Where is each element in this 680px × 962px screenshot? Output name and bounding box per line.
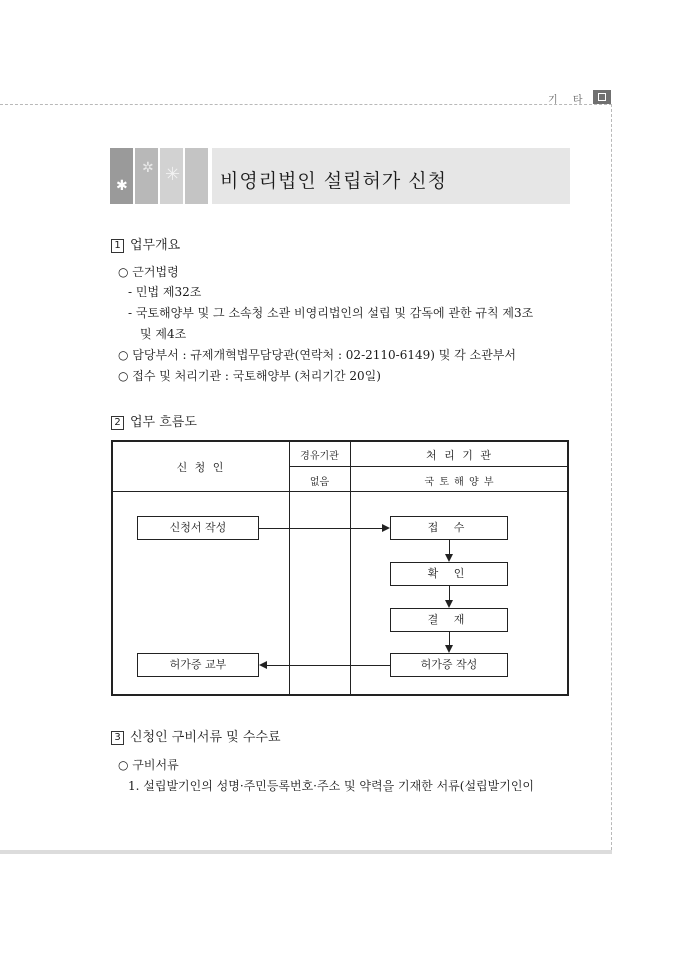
section-title: 신청인 구비서류 및 수수료 xyxy=(130,730,281,745)
right-dashed-rule xyxy=(611,104,612,850)
basis-line: - 국토해양부 및 그 소속청 소관 비영리법인의 설립 및 감독에 관한 규칙 제3조 xyxy=(128,306,534,320)
circle-bullet-icon: ○ xyxy=(118,265,133,279)
header-divider xyxy=(289,466,569,467)
decor-panel xyxy=(135,148,158,204)
flower-icon: ✱ xyxy=(116,178,128,194)
header-square-icon xyxy=(593,90,611,104)
processor-value: 국 토 해 양 부 xyxy=(424,477,495,488)
agency-line: ○ 접수 및 처리기관 : 국토해양부 (처리기간 20일) xyxy=(118,369,381,383)
col-via: 경유기관 xyxy=(300,451,339,462)
box-permit-make: 허가증 작성 xyxy=(390,653,508,677)
decor-panel xyxy=(185,148,208,204)
section-heading-overview xyxy=(111,234,180,253)
top-dashed-rule xyxy=(0,104,612,105)
arrow-left-icon xyxy=(259,661,267,669)
arrow-line xyxy=(259,528,382,529)
decor-panel xyxy=(160,148,183,204)
section-title: 업무개요 xyxy=(130,238,181,253)
arrow-down-icon xyxy=(445,554,453,562)
dept-line: ○ 담당부서 : 규제개혁법무담당관(연락처 : 02-2110-6149) 및 각 소관부서 xyxy=(118,348,516,362)
box-application: 신청서 작성 xyxy=(137,516,259,540)
running-header: 기 타 xyxy=(548,95,589,106)
section-number: 2 xyxy=(111,416,124,430)
decor-panel xyxy=(110,148,133,204)
section-title: 업무 흐름도 xyxy=(130,415,197,430)
basis-heading: ○ 근거법령 xyxy=(118,265,179,279)
arrow-line xyxy=(449,632,450,645)
page-title: 비영리법인 설립허가 신청 xyxy=(220,170,447,192)
section-number: 1 xyxy=(111,239,124,253)
header-bottom-rule xyxy=(113,491,569,492)
circle-bullet-icon: ○ xyxy=(118,369,133,383)
box-approval: 결 재 xyxy=(390,608,508,632)
arrow-down-icon xyxy=(445,645,453,653)
box-receipt: 접 수 xyxy=(390,516,508,540)
circle-bullet-icon: ○ xyxy=(118,758,133,772)
via-value: 없음 xyxy=(309,477,330,488)
title-banner xyxy=(110,148,570,204)
basis-line: - 민법 제32조 xyxy=(128,285,202,299)
col-processor: 처 리 기 관 xyxy=(426,449,493,462)
arrow-down-icon xyxy=(445,600,453,608)
arrow-line xyxy=(267,665,390,666)
box-confirm: 확 인 xyxy=(390,562,508,586)
flower-icon: ✳ xyxy=(165,164,181,185)
arrow-line xyxy=(449,540,450,554)
section-heading-documents xyxy=(111,726,281,745)
bottom-rule xyxy=(0,850,612,854)
flowchart xyxy=(111,440,569,696)
doc-line: 1. 설립발기인의 성명·주민등록번호·주소 및 약력을 기재한 서류(설립발기인이 xyxy=(128,779,535,793)
arrow-line xyxy=(449,586,450,600)
basis-line: 및 제4조 xyxy=(140,327,187,341)
arrow-right-icon xyxy=(382,524,390,532)
flower-icon: ✲ xyxy=(142,160,154,176)
col-applicant: 신 청 인 xyxy=(176,461,226,474)
box-permit-issue: 허가증 교부 xyxy=(137,653,259,677)
section-number: 3 xyxy=(111,731,124,745)
docs-heading: ○ 구비서류 xyxy=(118,758,179,772)
section-heading-flow xyxy=(111,411,197,430)
circle-bullet-icon: ○ xyxy=(118,348,133,362)
